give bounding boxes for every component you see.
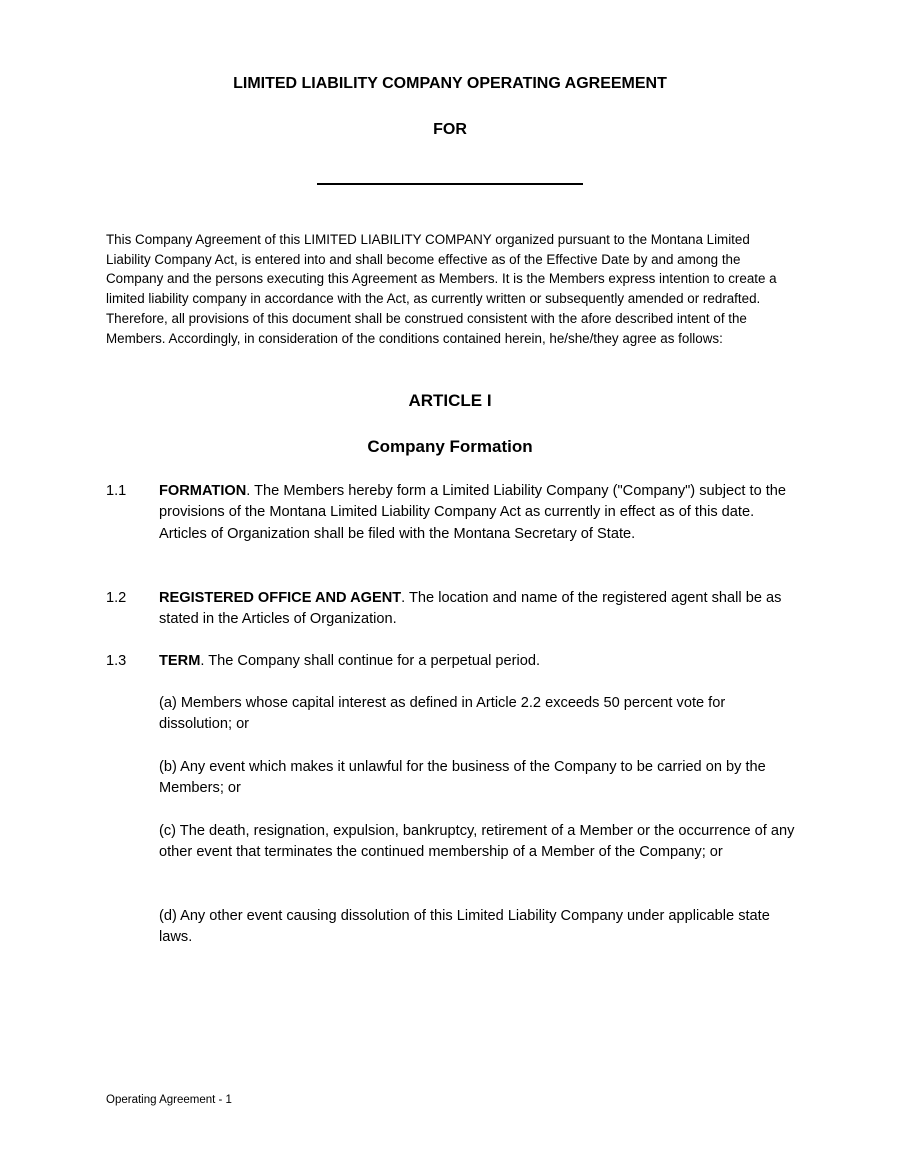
for-label: FOR — [433, 121, 467, 138]
article-subheading: Company Formation — [367, 437, 533, 456]
section-body — [159, 651, 796, 672]
clause-c: (c) The death, resignation, expulsion, bankruptcy, retirement of a Member or the occurrence of any other event that terminates the continued membership of a Member of the Company; or — [159, 823, 795, 861]
section-number: 1.1 — [106, 483, 127, 499]
section-term: REGISTERED OFFICE AND AGENT — [159, 590, 402, 606]
intro-paragraph: This Company Agreement of this LIMITED LIABILITY COMPANY organized pursuant to the Montana Limited Liability Company Act, is entered into and shall become effective as of the Effective Date by and among the Company and the persons executing this Agreement as Members. It is the Members express intention to create a limited liability company in accordance with the Act, as currently written or subsequently amended or redrafted. Therefore, all provisions of this document shall be construed consistent with the afore described intent of the Members. Accordingly, in consideration of the conditions contained herein, he/she/they agree as follows: — [106, 232, 777, 346]
section-body — [159, 588, 796, 631]
company-name-blank-line — [317, 183, 583, 185]
page-footer: Operating Agreement - 1 — [106, 1094, 232, 1106]
clause-b: (b) Any event which makes it unlawful for the business of the Company to be carried on by the Members; or — [159, 759, 766, 797]
section-text: . The Members hereby form a Limited Liability Company ("Company") subject to the provisions of the Montana Limited Liability Company Act as currently in effect as of this date. Articles of Organization shall be filed with the Montana Secretary of State. — [159, 483, 787, 542]
section-term-label: TERM — [159, 653, 201, 669]
section-term: FORMATION — [159, 483, 247, 499]
section-number: 1.3 — [106, 653, 127, 669]
clause-a: (a) Members whose capital interest as defined in Article 2.2 exceeds 50 percent vote for dissolution; or — [159, 695, 726, 733]
section-number: 1.2 — [106, 590, 127, 606]
section-text: . The Company shall continue for a perpetual period. — [200, 653, 541, 669]
document-title: LIMITED LIABILITY COMPANY OPERATING AGREEMENT — [233, 75, 667, 92]
article-heading: ARTICLE I — [408, 391, 492, 410]
section-text: . The location and name of the registered agent shall be as stated in the Articles of Organization. — [159, 590, 782, 628]
clause-d: (d) Any other event causing dissolution of this Limited Liability Company under applicable state laws. — [159, 908, 770, 946]
section-body — [159, 481, 796, 545]
